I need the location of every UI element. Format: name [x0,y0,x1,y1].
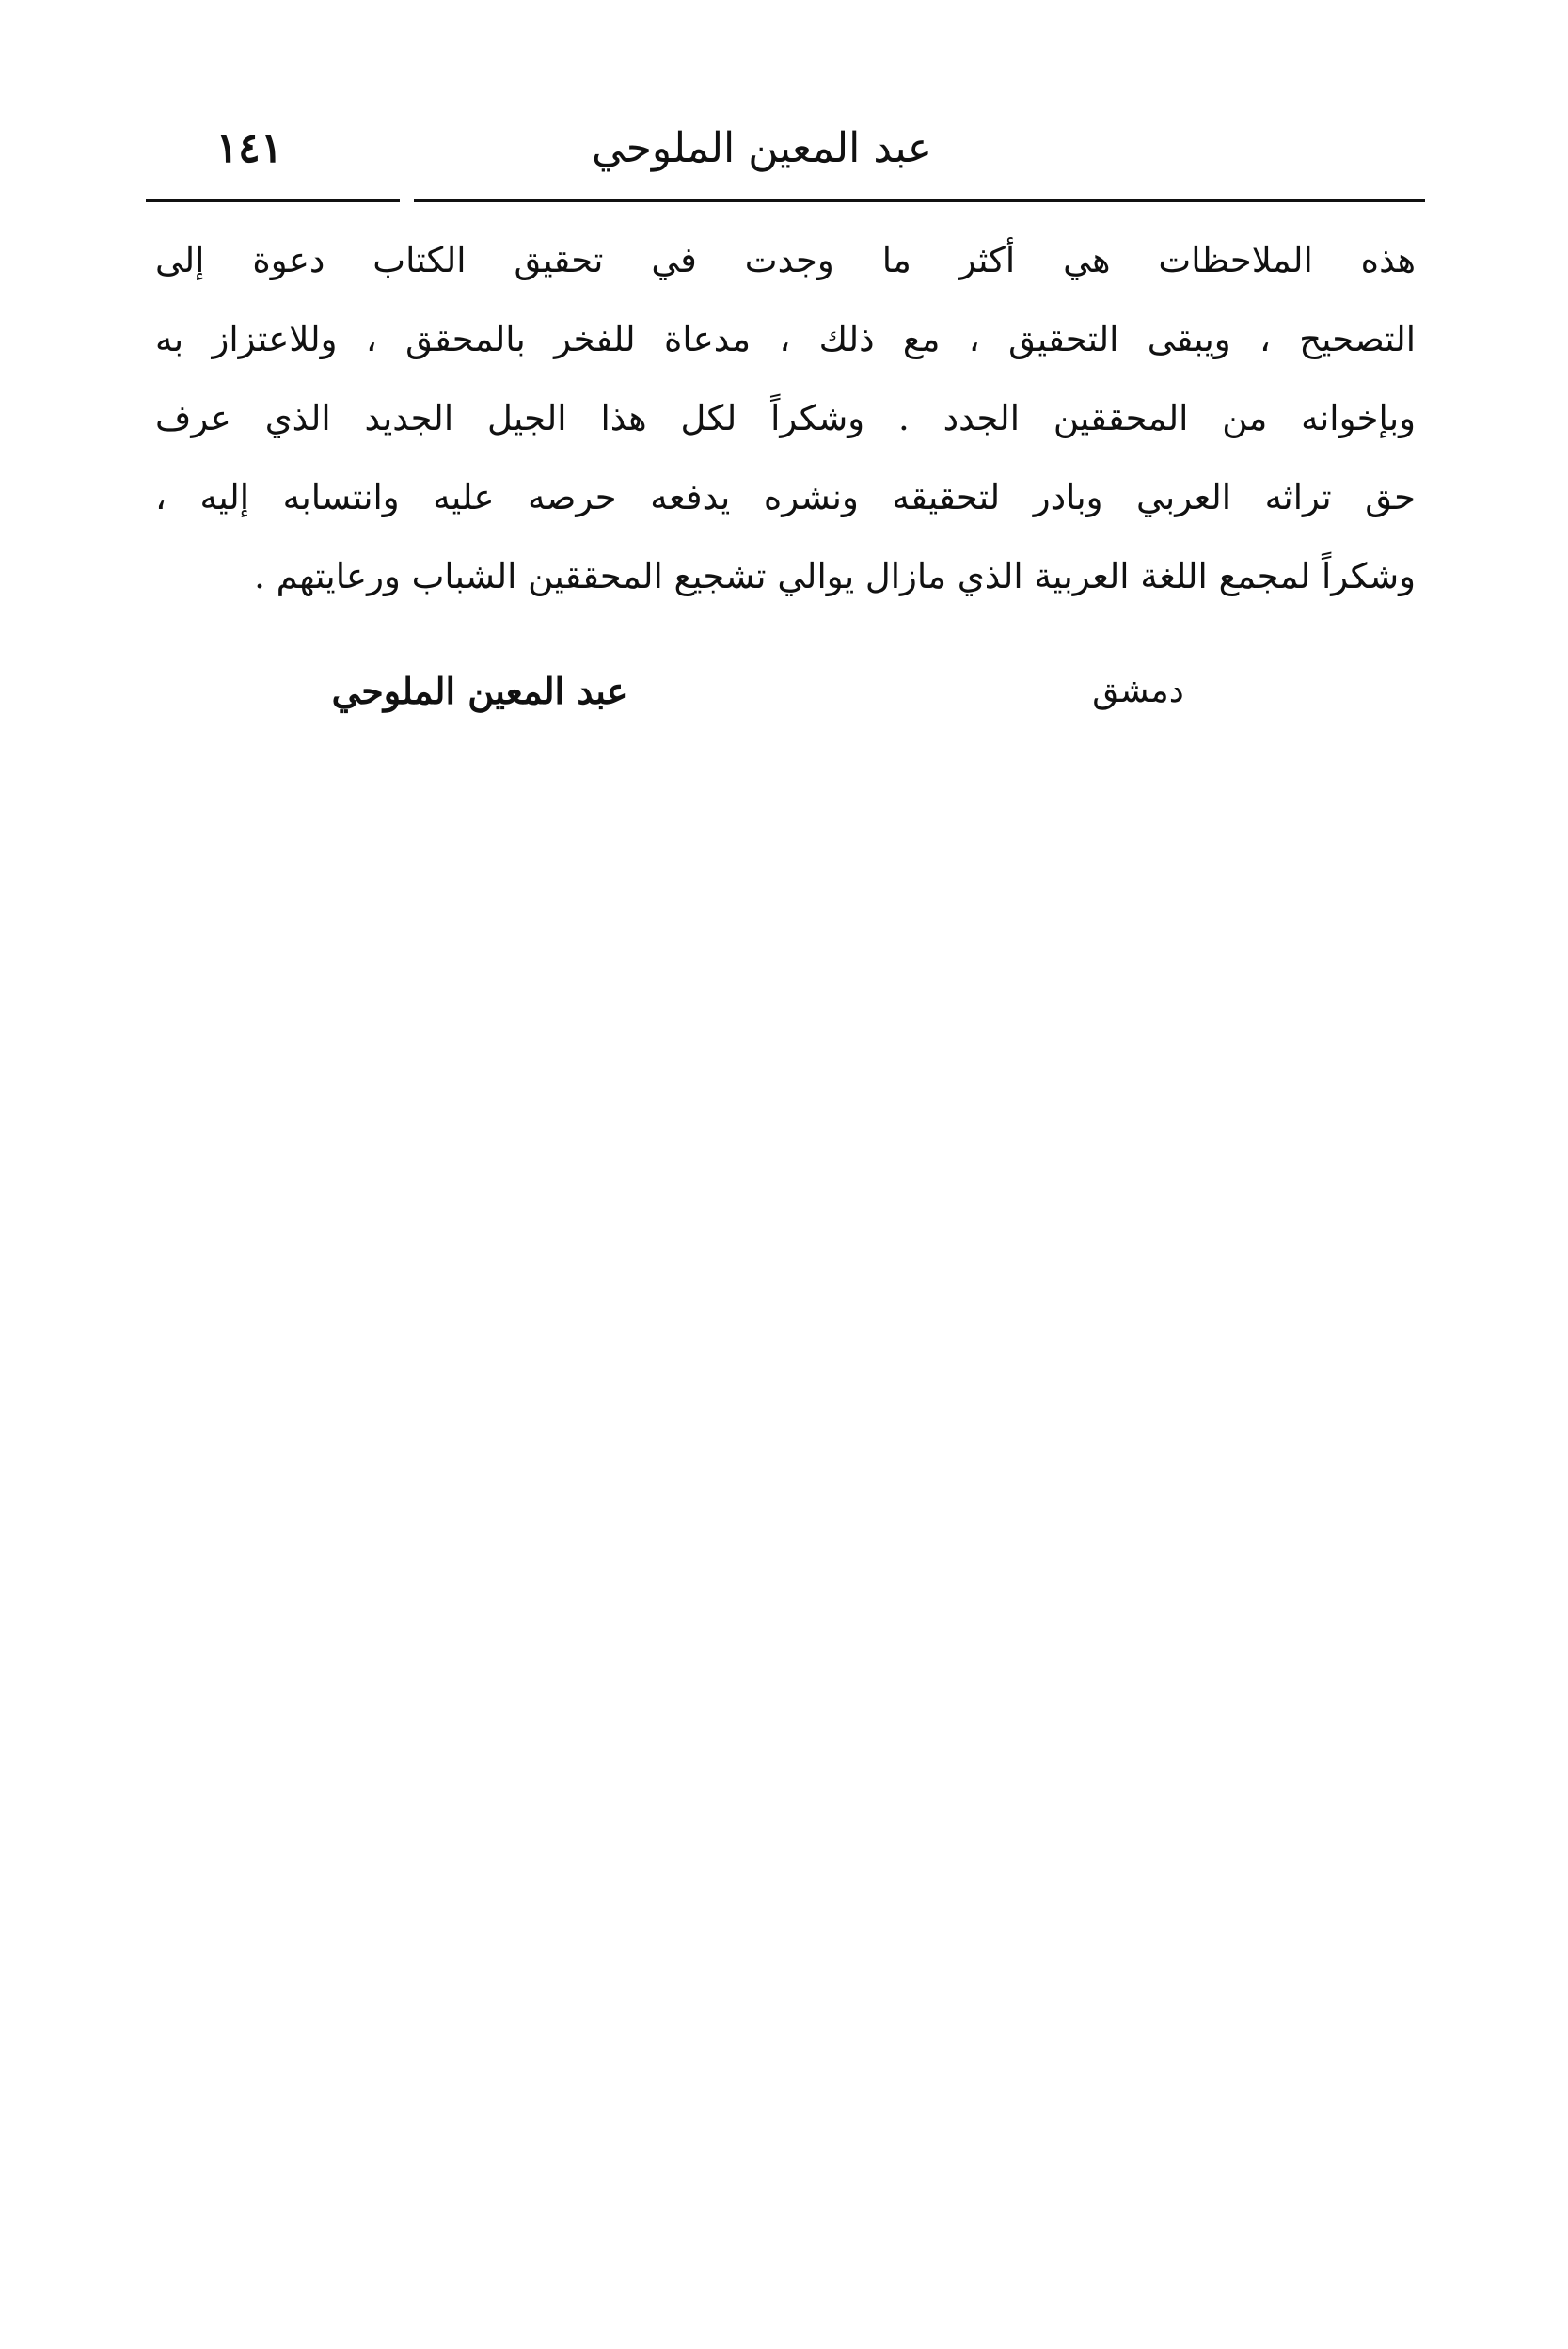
text-line: هذه الملاحظات هي أكثر ما وجدت في تحقيق الكتاب دعوة إلى [155,240,1416,280]
text-line: وبإخوانه من المحققين الجدد . وشكراً لكل هذا الجيل الجديد الذي عرف [155,398,1416,438]
signature-name: عبد المعين الملوحي [331,670,628,712]
body-paragraph [155,221,1416,616]
running-header-title: عبد المعين الملوحي [592,124,932,172]
text-line: التصحيح ، ويبقى التحقيق ، مع ذلك ، مدعاة للفخر بالمحقق ، وللاعتزاز به [155,319,1416,359]
signature-place: دمشق [1092,672,1184,710]
text-line: وشكراً لمجمع اللغة العربية الذي مازال يوالي تشجيع المحققين الشباب ورعايتهم . [254,556,1416,596]
page-number: ١٤١ [215,124,283,172]
header-rule-right [414,199,1425,202]
header-rule-left [146,199,400,202]
text-line: حق تراثه العربي وبادر لتحقيقه ونشره يدفعه حرصه عليه وانتسابه إليه ، [155,477,1416,517]
